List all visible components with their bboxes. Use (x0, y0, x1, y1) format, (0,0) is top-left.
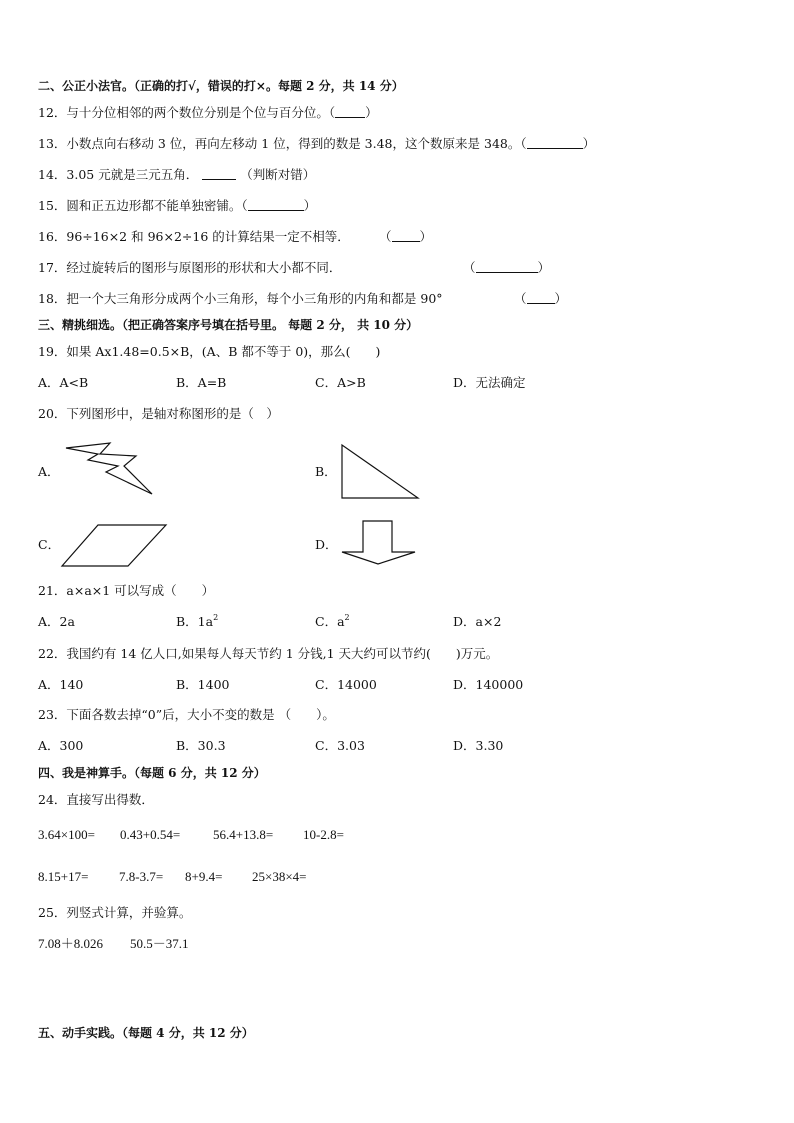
lightning-bolt-figure[interactable] (60, 440, 160, 500)
question-14-text: 14．3.05 元就是三元五角． (38, 167, 199, 182)
q21-option-d[interactable]: D．a×2 (453, 614, 502, 629)
parallelogram-figure[interactable] (58, 520, 172, 572)
calc-item[interactable]: 0.43+0.54= (120, 827, 181, 842)
answer-blank-15[interactable] (248, 198, 304, 211)
q22-option-d[interactable]: D．140000 (453, 677, 524, 692)
question-22: 22．我国约有 14 亿人口,如果每人每天节约 1 分钱,1 天大约可以节约( )万元。 (38, 646, 499, 661)
q19-option-d[interactable]: D．无法确定 (453, 375, 526, 390)
q20-option-d-label[interactable]: D． (315, 537, 338, 552)
question-13-text: 13．小数点向右移动 3 位，再向左移动 1 位，得到的数是 3.48，这个数原来是 348。（ (38, 136, 527, 151)
q22-option-a[interactable]: A．140 (38, 677, 84, 692)
question-16-close: ） (419, 229, 433, 244)
q22-option-b[interactable]: B．1400 (176, 677, 230, 692)
question-16-answer (379, 229, 432, 245)
question-17-answer (463, 260, 550, 276)
question-23: 23．下面各数去掉“0”后，大小不变的数是 （ ）。 (38, 707, 335, 722)
q19-option-b[interactable]: B．A=B (176, 375, 227, 390)
calc-item[interactable]: 7.8-3.7= (119, 869, 164, 884)
question-15-text: 15．圆和正五边形都不能单独密铺。（ (38, 198, 248, 213)
question-20: 20．下列图形中，是轴对称图形的是（ ） (38, 406, 279, 421)
section-2-title: 二、公正小法官。（正确的打√，错误的打×。每题 2 分，共 14 分） (38, 79, 404, 93)
section-4-title: 四、我是神算手。（每题 6 分，共 12 分） (38, 766, 266, 780)
calc-item[interactable]: 3.64×100= (38, 827, 95, 842)
q21-option-b[interactable] (176, 614, 218, 630)
section-5-title: 五、动手实践。（每题 4 分，共 12 分） (38, 1026, 254, 1040)
question-15 (38, 198, 316, 214)
q22-option-c[interactable]: C．14000 (315, 677, 377, 692)
question-18-close: ） (554, 291, 568, 306)
question-15-close: ） (303, 198, 317, 213)
question-14 (38, 167, 315, 183)
vertical-calc-item[interactable]: 50.5－37.1 (130, 936, 189, 951)
calc-item[interactable]: 8.15+17= (38, 869, 89, 884)
q19-option-c[interactable]: C．A>B (315, 375, 366, 390)
right-triangle-figure[interactable] (338, 442, 424, 504)
answer-blank-12[interactable] (335, 105, 365, 118)
answer-blank-13[interactable] (527, 136, 583, 149)
answer-blank-18[interactable] (527, 291, 555, 304)
question-16-text: 16．96÷16×2 和 96×2÷16 的计算结果一定不相等． (38, 229, 350, 244)
q23-option-a[interactable]: A．300 (38, 738, 84, 753)
question-13 (38, 136, 595, 152)
q23-option-b[interactable]: B．30.3 (176, 738, 226, 753)
q21-option-b-exponent: 2 (213, 613, 219, 622)
question-12-text: 12．与十分位相邻的两个数位分别是个位与百分位。（ (38, 105, 336, 120)
question-17-open: （ (463, 260, 476, 275)
q21-option-c[interactable] (315, 614, 350, 630)
vertical-calc-item[interactable]: 7.08＋8.026 (38, 936, 104, 951)
question-24: 24．直接写出得数． (38, 792, 154, 807)
answer-blank-14[interactable] (202, 167, 236, 180)
question-16 (38, 229, 350, 245)
question-18-open: （ (514, 291, 527, 306)
question-17-close: ） (537, 260, 551, 275)
q23-option-d[interactable]: D．3.30 (453, 738, 504, 753)
question-21: 21．a×a×1 可以写成（ ） (38, 583, 215, 598)
q21-option-a[interactable]: A．2a (38, 614, 75, 629)
question-12 (38, 105, 378, 121)
q19-option-a[interactable]: A．A<B (38, 375, 89, 390)
question-14-suffix: （判断对错） (240, 167, 316, 182)
question-18 (38, 291, 443, 307)
calc-item[interactable]: 8+9.4= (185, 869, 223, 884)
question-17 (38, 260, 341, 276)
question-13-close: ） (582, 136, 596, 151)
question-16-open: （ (379, 229, 392, 244)
calc-item[interactable]: 56.4+13.8= (213, 827, 274, 842)
q20-option-c-label[interactable]: C． (38, 537, 61, 552)
calc-item[interactable]: 25×38×4= (252, 869, 307, 884)
q20-option-a-label[interactable]: A． (38, 464, 60, 479)
question-19: 19．如果 Ax1.48=0.5×B，(A、B 都不等于 0)，那么( ) (38, 344, 381, 359)
question-25: 25．列竖式计算，并验算。 (38, 905, 192, 920)
question-12-close: ） (365, 105, 378, 120)
q21-option-c-exponent: 2 (344, 613, 350, 622)
calc-item[interactable]: 10-2.8= (303, 827, 344, 842)
answer-blank-16[interactable] (392, 229, 420, 242)
question-17-text: 17．经过旋转后的图形与原图形的形状和大小都不同． (38, 260, 342, 275)
section-3-title: 三、精挑细选。（把正确答案序号填在括号里。 每题 2 分， 共 10 分） (38, 318, 419, 332)
answer-blank-17[interactable] (476, 260, 538, 273)
question-18-text: 18．把一个大三角形分成两个小三角形，每个小三角形的内角和都是 90° (38, 291, 443, 306)
q23-option-c[interactable]: C．3.03 (315, 738, 365, 753)
q21-option-b-base: B．1a (176, 614, 214, 629)
question-18-answer (514, 291, 567, 307)
q20-option-b-label[interactable]: B． (315, 464, 337, 479)
down-arrow-figure[interactable] (338, 518, 420, 568)
q21-option-c-base: C．a (315, 614, 345, 629)
